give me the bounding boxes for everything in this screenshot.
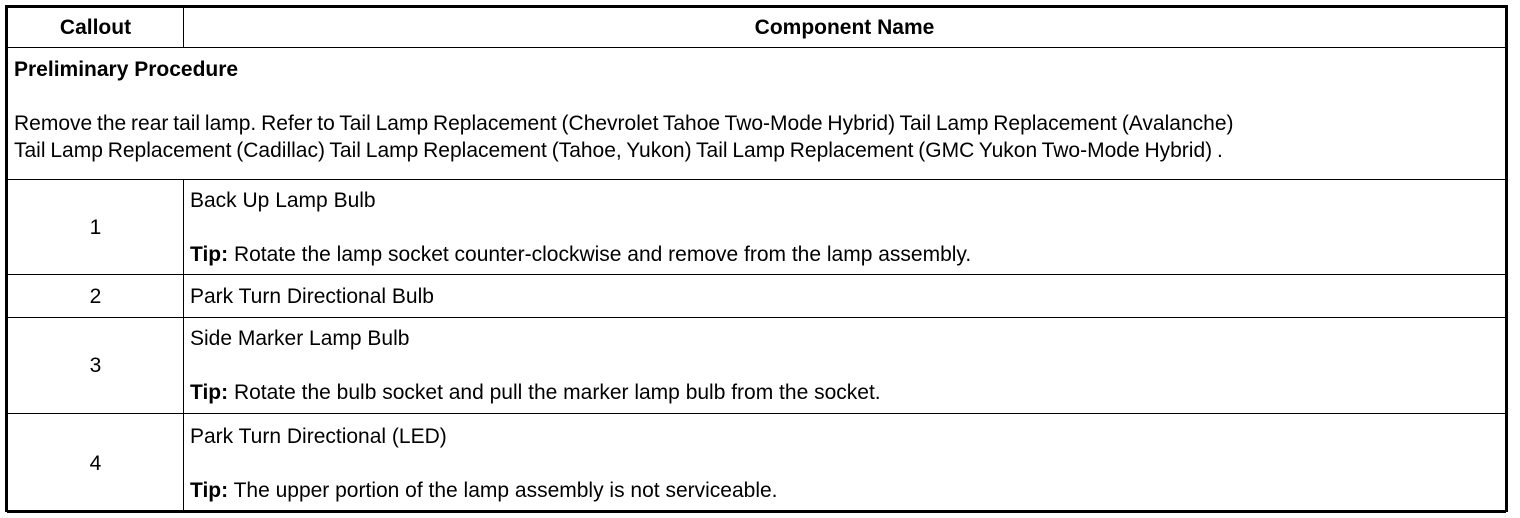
component-name-cell [184,414,1506,513]
component-name-cell [184,318,1506,414]
component-name: Side Marker Lamp Bulb [190,327,410,350]
callout-number: 3 [8,318,184,414]
tip-label: Tip: [190,242,229,266]
preliminary-procedure-row [8,48,1506,180]
component-name: Park Turn Directional Bulb [190,284,434,308]
component-name-cell [184,180,1506,275]
preliminary-procedure-line-1: Remove the rear tail lamp. Refer to Tail Lamp Replacement (Chevrolet Tahoe Two-Mode Hybrid) Tail Lamp Replacement (Avalanche) [14,111,1234,135]
component-tip [190,241,1499,268]
component-name-column-header: Component Name [184,8,1506,48]
table-row [8,318,1506,414]
table-row [8,275,1506,318]
preliminary-procedure-cell [8,48,1506,180]
table-row [8,180,1506,275]
table-header-row [8,8,1506,48]
tip-label: Tip: [190,381,229,404]
table-row [8,414,1506,513]
component-name: Park Turn Directional (LED) [190,424,447,448]
callout-number: 1 [8,180,184,275]
callout-number: 4 [8,414,184,513]
component-table-frame [5,5,1508,512]
tip-text: The upper portion of the lamp assembly is not serviceable. [228,478,778,502]
preliminary-procedure-text [14,110,1499,164]
callout-column-header: Callout [8,8,184,48]
tip-text: Rotate the bulb socket and pull the marker lamp bulb from the socket. [228,381,881,404]
tip-text: Rotate the lamp socket counter-clockwise and remove from the lamp assembly. [228,242,972,266]
preliminary-procedure-title: Preliminary Procedure [14,57,239,81]
tip-label: Tip: [190,478,229,502]
component-table [7,7,1506,513]
preliminary-procedure-line-2: Tail Lamp Replacement (Cadillac) Tail Lamp Replacement (Tahoe, Yukon) Tail Lamp Replacement (GMC Yukon Two-Mode Hybrid) . [14,138,1223,162]
component-name: Back Up Lamp Bulb [190,188,376,212]
component-tip [190,379,1499,406]
component-tip [190,477,1499,504]
callout-number: 2 [8,275,184,318]
component-name-cell [184,275,1506,318]
